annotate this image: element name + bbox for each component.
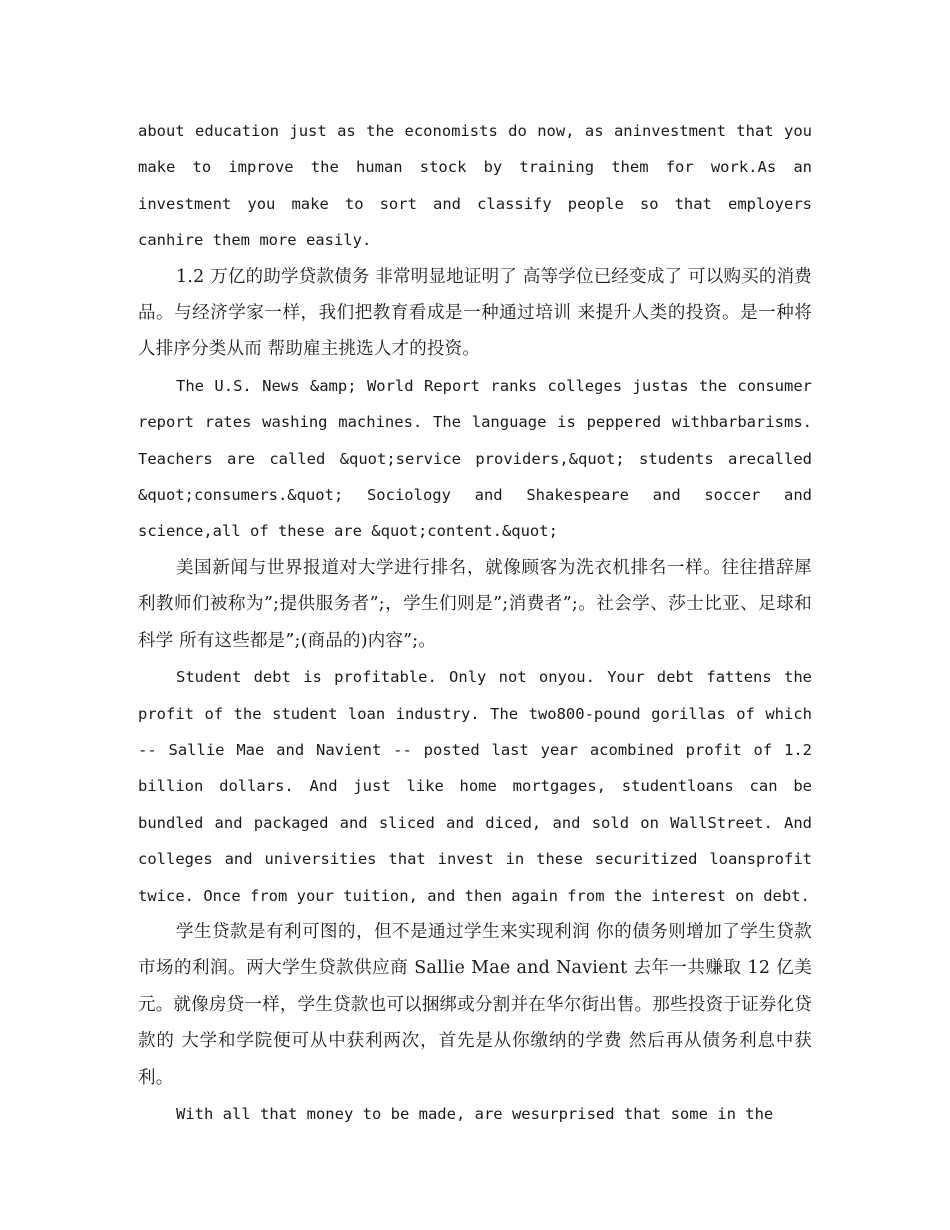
paragraph-zh-2: 美国新闻与世界报道对大学进行排名，就像顾客为洗衣机排名一样。往往措辞犀利教师们被称为”;提供服务者”;，学生们则是”;消费者”;。社会学、莎士比亚、足球和科学 所有这些都是”;(商品的)内容”;。 [138, 557, 812, 651]
paragraph-zh-1: 1.2 万亿的助学贷款债务 非常明显地证明了 高等学位已经变成了 可以购买的消费品。与经济学家一样，我们把教育看成是一种通过培训 来提升人类的投资。是一种将人排序分类从而 帮助雇主挑选人才的投资。 [138, 266, 812, 360]
paragraph-en-4: With all that money to be made, are wesurprised that some in the [176, 1104, 774, 1123]
paragraph-en-3: Student debt is profitable. Only not onyou. Your debt fattens the profit of the student loan industry. The two800-pound gorillas of which -- Sallie Mae and Navient -- posted last year acombined profit of 1.2 billion dollars. And just like home mortgages, studentloans can be bundled and packaged and sliced and diced, and sold on WallStreet. And colleges and universities that invest in these securitized loansprofit twice. Once from your tuition, and then again from the interest on debt. [138, 668, 812, 905]
paragraph-en-2: The U.S. News &amp; World Report ranks colleges justas the consumer report rates washing machines. The language is peppered withbarbarisms. Teachers are called &quot;service providers,&quot; students arecalled &quot;consumers.&quot; Sociology and Shakespeare and soccer and science,all of these are &quot;content.&quot; [138, 376, 812, 541]
paragraph-zh-3: 学生贷款是有利可图的，但不是通过学生来实现利润 你的债务则增加了学生贷款市场的利润。两大学生贷款供应商 Sallie Mae and Navient 去年一共赚取 12 亿美元。就像房贷一样，学生贷款也可以捆绑或分割并在华尔街出售。那些投资于证券化贷款的 大学和学院便可从中获利两次，首先是从你缴纳的学费 然后再从债务利息中获利。 [138, 921, 812, 1088]
paragraph-en-1: about education just as the economists do now, as aninvestment that you make to improve the human stock by training them for work.As an investment you make to sort and classify people so that employers canhire them more easily. [138, 122, 812, 250]
document-page [138, 113, 812, 1132]
